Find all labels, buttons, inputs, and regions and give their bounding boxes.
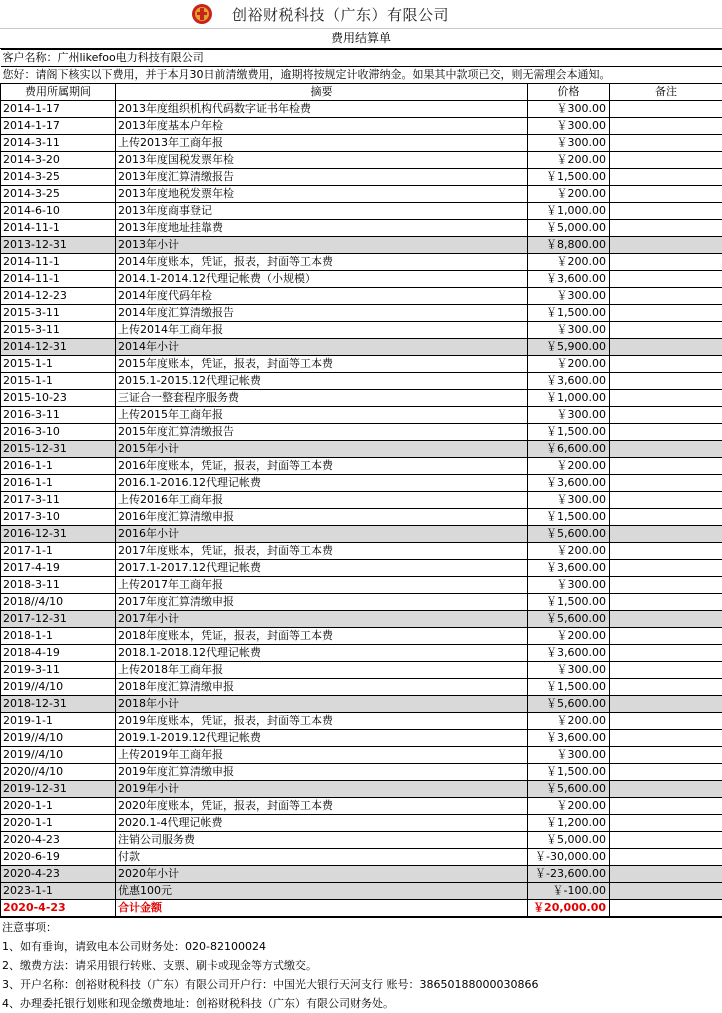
- period-cell: 2014-3-11: [1, 135, 116, 152]
- remarks-cell: [610, 849, 722, 866]
- period-cell: 2014-3-25: [1, 186, 116, 203]
- price-cell: ￥300.00: [528, 577, 610, 594]
- price-cell: ￥5,000.00: [528, 220, 610, 237]
- period-cell: 2017-12-31: [1, 611, 116, 628]
- remarks-cell: [610, 560, 722, 577]
- note-bank-account: 3、开户名称：创裕财税科技（广东）有限公司开户行：中国光大银行天河支行 账号：38650188000030866: [0, 975, 722, 994]
- period-cell: 2020//4/10: [1, 764, 116, 781]
- remarks-cell: [610, 305, 722, 322]
- table-row: [1, 849, 722, 866]
- price-cell: ￥1,500.00: [528, 594, 610, 611]
- remarks-cell: [610, 866, 722, 883]
- period-cell: 2020-1-1: [1, 815, 116, 832]
- price-cell: ￥1,000.00: [528, 203, 610, 220]
- period-cell: 2020-1-1: [1, 798, 116, 815]
- note-address: 4、办理委托银行划账和现金缴费地址：创裕财税科技（广东）有限公司财务处。: [0, 994, 722, 1013]
- remarks-cell: [610, 628, 722, 645]
- summary-cell: 2016年度账本，凭证，报表，封面等工本费: [116, 458, 528, 475]
- remarks-cell: [610, 356, 722, 373]
- period-cell: 2020-6-19: [1, 849, 116, 866]
- summary-cell: 上传2014年工商年报: [116, 322, 528, 339]
- price-cell: ￥200.00: [528, 186, 610, 203]
- price-cell: ￥1,200.00: [528, 815, 610, 832]
- table-row: [1, 169, 722, 186]
- note-inquiry: 1、如有垂询，请致电本公司财务处：020-82100024: [0, 937, 722, 956]
- remarks-cell: [610, 186, 722, 203]
- price-cell: ￥1,500.00: [528, 305, 610, 322]
- price-cell: ￥5,600.00: [528, 696, 610, 713]
- period-cell: 2015-3-11: [1, 322, 116, 339]
- table-row: [1, 220, 722, 237]
- price-cell: ￥200.00: [528, 628, 610, 645]
- period-cell: 2014-11-1: [1, 254, 116, 271]
- remarks-cell: [610, 781, 722, 798]
- period-cell: 2020-4-23: [1, 866, 116, 883]
- summary-cell: 2013年度组织机构代码数字证书年检费: [116, 101, 528, 118]
- summary-cell: 上传2016年工商年报: [116, 492, 528, 509]
- remarks-cell: [610, 118, 722, 135]
- table-row: [1, 679, 722, 696]
- period-cell: 2018-1-1: [1, 628, 116, 645]
- table-row: [1, 186, 722, 203]
- remarks-cell: [610, 492, 722, 509]
- summary-cell: 2015年度账本，凭证，报表，封面等工本费: [116, 356, 528, 373]
- summary-cell: 2020年度账本，凭证，报表，封面等工本费: [116, 798, 528, 815]
- remarks-cell: [610, 288, 722, 305]
- table-row: [1, 288, 722, 305]
- price-cell: ￥300.00: [528, 492, 610, 509]
- summary-cell: 2017年度账本，凭证，报表，封面等工本费: [116, 543, 528, 560]
- company-logo-icon: [191, 3, 213, 25]
- summary-cell: 2018年小计: [116, 696, 528, 713]
- period-cell: 2016-3-10: [1, 424, 116, 441]
- summary-cell: 2013年度国税发票年检: [116, 152, 528, 169]
- table-row: [1, 458, 722, 475]
- remarks-cell: [610, 594, 722, 611]
- note-payment-method: 2、缴费方法：请采用银行转账、支票、刷卡或现金等方式缴交。: [0, 956, 722, 975]
- remarks-cell: [610, 169, 722, 186]
- summary-cell: 2015.1-2015.12代理记帐费: [116, 373, 528, 390]
- price-cell: ￥5,600.00: [528, 526, 610, 543]
- letterhead: [0, 0, 722, 29]
- table-row: [1, 373, 722, 390]
- period-cell: 2014-1-17: [1, 101, 116, 118]
- period-cell: 2018-4-19: [1, 645, 116, 662]
- summary-cell: 2017年小计: [116, 611, 528, 628]
- summary-cell: 2019年度汇算清缴申报: [116, 764, 528, 781]
- table-row: [1, 730, 722, 747]
- total-amount: ￥20,000.00: [528, 900, 610, 917]
- summary-cell: 上传2018年工商年报: [116, 662, 528, 679]
- price-cell: ￥3,600.00: [528, 475, 610, 492]
- period-cell: 2023-1-1: [1, 883, 116, 900]
- summary-cell: 2013年度地址挂靠费: [116, 220, 528, 237]
- subtotal-row: [1, 696, 722, 713]
- remarks-cell: [610, 271, 722, 288]
- table-row: [1, 798, 722, 815]
- table-row: [1, 662, 722, 679]
- table-row: [1, 203, 722, 220]
- remarks-cell: [610, 339, 722, 356]
- remarks-cell: [610, 407, 722, 424]
- summary-cell: 2018年度账本，凭证，报表，封面等工本费: [116, 628, 528, 645]
- summary-cell: 2015年小计: [116, 441, 528, 458]
- summary-cell: 2015年度汇算清缴报告: [116, 424, 528, 441]
- price-cell: ￥3,600.00: [528, 560, 610, 577]
- period-cell: 2014-1-17: [1, 118, 116, 135]
- period-cell: 2016-1-1: [1, 475, 116, 492]
- remarks-cell: [610, 730, 722, 747]
- remarks-cell: [610, 645, 722, 662]
- table-row: [1, 322, 722, 339]
- table-row: [1, 747, 722, 764]
- summary-cell: 上传2013年工商年报: [116, 135, 528, 152]
- period-cell: 2020-4-23: [1, 832, 116, 849]
- remarks-cell: [610, 509, 722, 526]
- summary-cell: 2016年小计: [116, 526, 528, 543]
- remarks-cell: [610, 713, 722, 730]
- period-cell: 2016-3-11: [1, 407, 116, 424]
- summary-cell: 2016年度汇算清缴申报: [116, 509, 528, 526]
- remarks-cell: [610, 815, 722, 832]
- table-row: [1, 594, 722, 611]
- remarks-cell: [610, 764, 722, 781]
- price-cell: ￥8,800.00: [528, 237, 610, 254]
- table-row: [1, 271, 722, 288]
- period-cell: 2015-1-1: [1, 373, 116, 390]
- remarks-cell: [610, 203, 722, 220]
- summary-cell: 2019年度账本，凭证，报表，封面等工本费: [116, 713, 528, 730]
- summary-cell: 2013年度商事登记: [116, 203, 528, 220]
- subtotal-row: [1, 237, 722, 254]
- summary-cell: 2014年小计: [116, 339, 528, 356]
- price-cell: ￥1,500.00: [528, 679, 610, 696]
- remarks-cell: [610, 424, 722, 441]
- remarks-cell: [610, 254, 722, 271]
- total-remarks-cell: [610, 900, 722, 917]
- summary-cell: 2017年度汇算清缴申报: [116, 594, 528, 611]
- summary-cell: 优惠100元: [116, 883, 528, 900]
- subtotal-row: [1, 866, 722, 883]
- summary-cell: 付款: [116, 849, 528, 866]
- table-row: [1, 118, 722, 135]
- table-row: [1, 101, 722, 118]
- table-row: [1, 492, 722, 509]
- summary-cell: 2018.1-2018.12代理记帐费: [116, 645, 528, 662]
- table-row: [1, 305, 722, 322]
- remarks-cell: [610, 577, 722, 594]
- column-header-summary: 摘要: [116, 84, 528, 101]
- table-row: [1, 713, 722, 730]
- remarks-cell: [610, 696, 722, 713]
- period-cell: 2015-10-23: [1, 390, 116, 407]
- price-cell: ￥300.00: [528, 322, 610, 339]
- period-cell: 2017-4-19: [1, 560, 116, 577]
- price-cell: ￥1,500.00: [528, 764, 610, 781]
- table-row: [1, 152, 722, 169]
- summary-cell: 2013年度基本户年检: [116, 118, 528, 135]
- fee-table: [0, 49, 722, 917]
- period-cell: 2015-12-31: [1, 441, 116, 458]
- price-cell: ￥300.00: [528, 101, 610, 118]
- summary-cell: 2014年度代码年检: [116, 288, 528, 305]
- price-cell: ￥1,500.00: [528, 424, 610, 441]
- price-cell: ￥5,000.00: [528, 832, 610, 849]
- price-cell: ￥300.00: [528, 118, 610, 135]
- table-row: [1, 560, 722, 577]
- summary-cell: 上传2015年工商年报: [116, 407, 528, 424]
- period-cell: 2014-6-10: [1, 203, 116, 220]
- table-row: [1, 509, 722, 526]
- price-cell: ￥1,500.00: [528, 169, 610, 186]
- summary-cell: 三证合一整套程序服务费: [116, 390, 528, 407]
- table-row: [1, 832, 722, 849]
- period-cell: 2019-1-1: [1, 713, 116, 730]
- price-cell: ￥300.00: [528, 288, 610, 305]
- table-row: [1, 815, 722, 832]
- notes-heading: 注意事项：: [0, 918, 722, 937]
- remarks-cell: [610, 679, 722, 696]
- remarks-cell: [610, 101, 722, 118]
- price-cell: ￥-23,600.00: [528, 866, 610, 883]
- column-header-remarks: 备注: [610, 84, 722, 101]
- remarks-cell: [610, 441, 722, 458]
- table-row: [1, 764, 722, 781]
- price-cell: ￥-30,000.00: [528, 849, 610, 866]
- remarks-cell: [610, 152, 722, 169]
- summary-cell: 2019年小计: [116, 781, 528, 798]
- subtotal-row: [1, 441, 722, 458]
- price-cell: ￥200.00: [528, 152, 610, 169]
- company-name: 创裕财税科技（广东）有限公司: [232, 4, 449, 25]
- summary-cell: 注销公司服务费: [116, 832, 528, 849]
- remarks-cell: [610, 662, 722, 679]
- price-cell: ￥200.00: [528, 458, 610, 475]
- table-row: [1, 475, 722, 492]
- summary-cell: 上传2019年工商年报: [116, 747, 528, 764]
- price-cell: ￥3,600.00: [528, 271, 610, 288]
- subtotal-row: [1, 611, 722, 628]
- table-row: [1, 356, 722, 373]
- summary-cell: 2017.1-2017.12代理记帐费: [116, 560, 528, 577]
- period-cell: 2019//4/10: [1, 679, 116, 696]
- period-cell: 2016-1-1: [1, 458, 116, 475]
- total-period-cell: 2020-4-23: [1, 900, 116, 917]
- summary-cell: 上传2017年工商年报: [116, 577, 528, 594]
- price-cell: ￥6,600.00: [528, 441, 610, 458]
- summary-cell: 2014年度汇算清缴报告: [116, 305, 528, 322]
- remarks-cell: [610, 475, 722, 492]
- total-row: [1, 900, 722, 917]
- table-row: [1, 254, 722, 271]
- remarks-cell: [610, 747, 722, 764]
- period-cell: 2013-12-31: [1, 237, 116, 254]
- price-cell: ￥300.00: [528, 407, 610, 424]
- remarks-cell: [610, 237, 722, 254]
- remarks-cell: [610, 220, 722, 237]
- table-row: [1, 407, 722, 424]
- price-cell: ￥200.00: [528, 254, 610, 271]
- period-cell: 2014-12-31: [1, 339, 116, 356]
- period-cell: 2017-3-11: [1, 492, 116, 509]
- remarks-cell: [610, 611, 722, 628]
- period-cell: 2017-3-10: [1, 509, 116, 526]
- remarks-cell: [610, 322, 722, 339]
- remarks-cell: [610, 390, 722, 407]
- customer-name: 客户名称：广州likefoo电力科技有限公司: [1, 50, 722, 67]
- price-cell: ￥5,600.00: [528, 611, 610, 628]
- summary-cell: 2013年度汇算清缴报告: [116, 169, 528, 186]
- column-header-period: 费用所属期间: [1, 84, 116, 101]
- period-cell: 2014-3-25: [1, 169, 116, 186]
- subtotal-row: [1, 883, 722, 900]
- summary-cell: 2014.1-2014.12代理记帐费（小规模）: [116, 271, 528, 288]
- remarks-cell: [610, 832, 722, 849]
- table-row: [1, 628, 722, 645]
- remarks-cell: [610, 798, 722, 815]
- summary-cell: 2013年度地税发票年检: [116, 186, 528, 203]
- price-cell: ￥300.00: [528, 662, 610, 679]
- price-cell: ￥1,000.00: [528, 390, 610, 407]
- remarks-cell: [610, 373, 722, 390]
- period-cell: 2014-11-1: [1, 271, 116, 288]
- price-cell: ￥5,600.00: [528, 781, 610, 798]
- price-cell: ￥200.00: [528, 543, 610, 560]
- price-cell: ￥3,600.00: [528, 373, 610, 390]
- summary-cell: 2014年度账本，凭证，报表，封面等工本费: [116, 254, 528, 271]
- notes-section: [0, 917, 722, 1013]
- table-row: [1, 645, 722, 662]
- price-cell: ￥200.00: [528, 798, 610, 815]
- period-cell: 2015-3-11: [1, 305, 116, 322]
- price-cell: ￥300.00: [528, 747, 610, 764]
- price-cell: ￥5,900.00: [528, 339, 610, 356]
- subtotal-row: [1, 526, 722, 543]
- price-cell: ￥-100.00: [528, 883, 610, 900]
- remarks-cell: [610, 543, 722, 560]
- period-cell: 2018-3-11: [1, 577, 116, 594]
- table-row: [1, 424, 722, 441]
- price-cell: ￥1,500.00: [528, 509, 610, 526]
- table-row: [1, 135, 722, 152]
- period-cell: 2019//4/10: [1, 747, 116, 764]
- price-cell: ￥200.00: [528, 356, 610, 373]
- summary-cell: 2020年小计: [116, 866, 528, 883]
- payment-notice: 您好：请阁下核实以下费用，并于本月30日前清缴费用，逾期将按规定计收滞纳金。如果其中款项已交，则无需理会本通知。: [1, 67, 722, 84]
- remarks-cell: [610, 458, 722, 475]
- price-cell: ￥200.00: [528, 713, 610, 730]
- table-row: [1, 543, 722, 560]
- total-label: 合计金额: [116, 900, 528, 917]
- period-cell: 2014-3-20: [1, 152, 116, 169]
- period-cell: 2019-3-11: [1, 662, 116, 679]
- price-cell: ￥3,600.00: [528, 730, 610, 747]
- remarks-cell: [610, 135, 722, 152]
- summary-cell: 2016.1-2016.12代理记帐费: [116, 475, 528, 492]
- subtotal-row: [1, 781, 722, 798]
- price-cell: ￥300.00: [528, 135, 610, 152]
- table-header: [1, 84, 722, 101]
- remarks-cell: [610, 883, 722, 900]
- summary-cell: 2013年小计: [116, 237, 528, 254]
- table-row: [1, 390, 722, 407]
- summary-cell: 2020.1-4代理记帐费: [116, 815, 528, 832]
- period-cell: 2018//4/10: [1, 594, 116, 611]
- period-cell: 2015-1-1: [1, 356, 116, 373]
- period-cell: 2018-12-31: [1, 696, 116, 713]
- summary-cell: 2018年度汇算清缴申报: [116, 679, 528, 696]
- subtotal-row: [1, 339, 722, 356]
- remarks-cell: [610, 526, 722, 543]
- price-cell: ￥3,600.00: [528, 645, 610, 662]
- period-cell: 2014-12-23: [1, 288, 116, 305]
- summary-cell: 2019.1-2019.12代理记帐费: [116, 730, 528, 747]
- period-cell: 2019//4/10: [1, 730, 116, 747]
- document-title: 费用结算单: [0, 29, 722, 49]
- period-cell: 2014-11-1: [1, 220, 116, 237]
- period-cell: 2017-1-1: [1, 543, 116, 560]
- table-row: [1, 577, 722, 594]
- column-header-price: 价格: [528, 84, 610, 101]
- period-cell: 2016-12-31: [1, 526, 116, 543]
- period-cell: 2019-12-31: [1, 781, 116, 798]
